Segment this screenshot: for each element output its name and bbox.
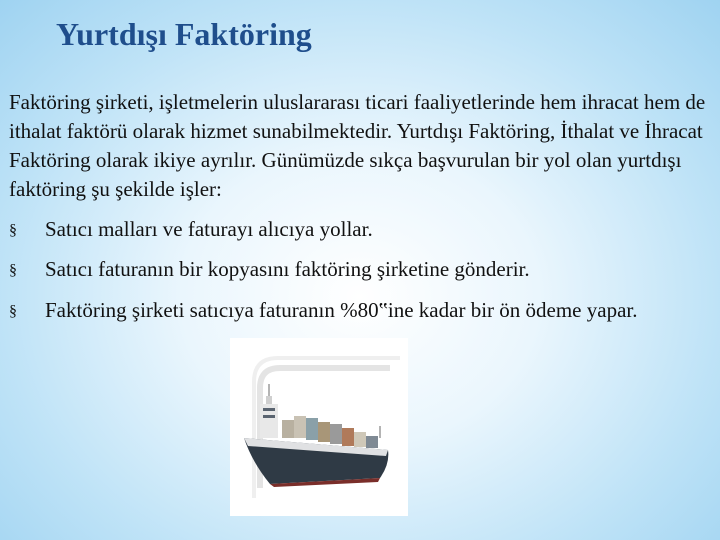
intro-paragraph: Faktöring şirketi, işletmelerin uluslararası ticari faaliyetlerinde hem ihracat hem de ithalat faktörü olarak hizmet sunabilmektedir. Yurtdışı Faktöring, İthalat ve İhracat Faktöring olarak ikiye ayrılır. Günümüzde sıkça başvurulan bir yol olan yurtdışı faktöring şu şekilde işler: <box>9 90 706 201</box>
bullet-icon: § <box>9 222 17 239</box>
bullet-text: Satıcı faturanın bir kopyasını faktöring şirketine gönderir. <box>45 257 530 281</box>
bullet-list <box>9 215 709 326</box>
cargo-ship-image <box>230 338 408 516</box>
bullet-icon: § <box>9 303 17 320</box>
bullet-icon: § <box>9 262 17 279</box>
bullet-text: Satıcı malları ve faturayı alıcıya yollar. <box>45 217 373 241</box>
cargo-ship-icon <box>230 338 408 516</box>
list-item <box>9 255 709 285</box>
list-item <box>9 296 709 326</box>
bullet-text: Faktöring şirketi satıcıya faturanın %80‟ine kadar bir ön ödeme yapar. <box>45 298 638 322</box>
list-item <box>9 215 709 245</box>
slide-title: Yurtdışı Faktöring <box>56 16 312 52</box>
